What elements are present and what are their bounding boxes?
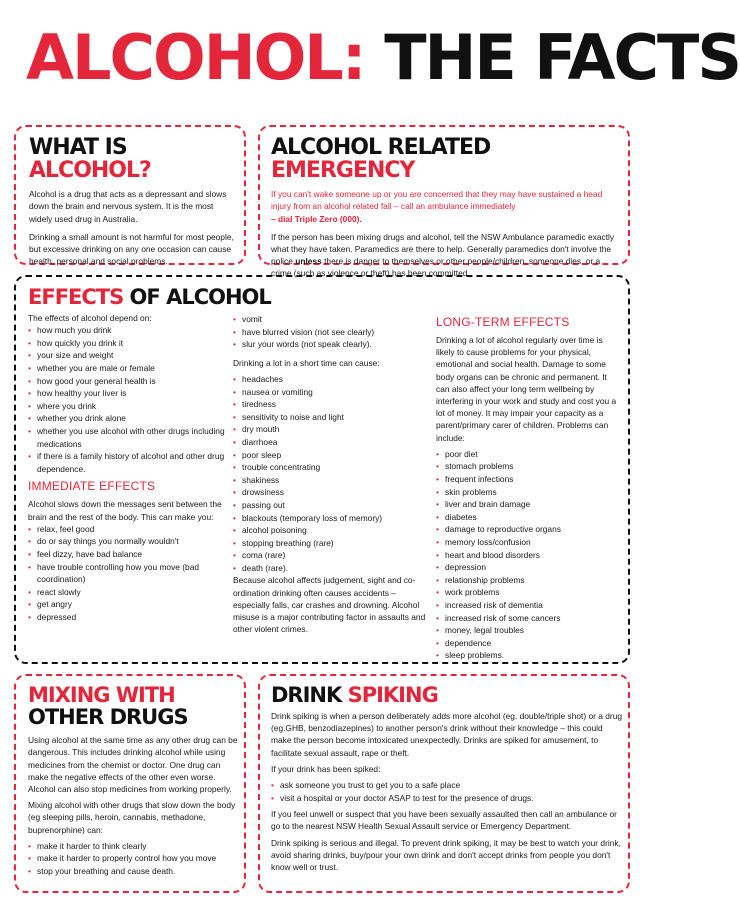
list-item: • stopping breathing (rare) — [233, 537, 429, 550]
effects-section — [14, 275, 630, 664]
immediate-effects-heading: IMMEDIATE EFFECTS — [28, 479, 156, 494]
list-item: • if there is a family history of alcohol and other drug dependence. — [28, 450, 228, 475]
list-item: • how healthy your liver is — [28, 387, 228, 400]
list-item: • whether you are male or female — [28, 362, 228, 375]
long-term-effects-heading: LONG-TERM EFFECTS — [436, 315, 570, 329]
list-item: • sensitivity to noise and light — [233, 411, 429, 424]
list-item: • your size and weight — [28, 349, 228, 362]
list-item: • damage to reproductive organs — [436, 523, 622, 536]
list-item: • liver and brain damage — [436, 498, 622, 511]
emergency-warning: If you can't wake someone up or you are concerned that they may have sustained a head injury from an alcohol related fall – call an ambulance immediately – dial Triple Zero (000). — [271, 189, 603, 224]
list-item: • relax, feel good — [28, 523, 228, 536]
list-item: • death (rare). — [233, 562, 429, 575]
list-item: • vomit — [233, 313, 429, 326]
list-item: • money, legal troubles — [436, 624, 622, 637]
more-effects-list — [233, 313, 429, 351]
list-item: • frequent infections — [436, 473, 622, 486]
list-item: • memory loss/confusion — [436, 536, 622, 549]
list-item: • get angry — [28, 598, 228, 611]
list-item: • headaches — [233, 373, 429, 386]
list-item: • nausea or vomiting — [233, 386, 429, 399]
list-item: • ask someone you trust to get you to a safe place — [271, 779, 623, 792]
list-item: • dry mouth — [233, 423, 429, 436]
long-term-list — [436, 448, 622, 662]
list-item: • whether you drink alone — [28, 412, 228, 425]
list-item: • passing out — [233, 499, 429, 512]
list-item: • depressed — [28, 611, 228, 624]
list-item: • blackouts (temporary loss of memory) — [233, 512, 429, 525]
short-time-intro: Drinking a lot in a short time can cause: — [233, 357, 380, 368]
list-item: • skin problems — [436, 486, 622, 499]
mixing-paragraph: Mixing alcohol with other drugs that slow down the body (eg sleeping pills, heroin, cannabis, methadone, buprenorphine) can: — [28, 800, 236, 835]
spiking-paragraph: If your drink has been spiked: — [271, 763, 381, 774]
list-item: • poor sleep — [233, 449, 429, 462]
list-item: • make it harder to think clearly — [28, 840, 238, 853]
list-item: • feel dizzy, have bad balance — [28, 548, 228, 561]
short-time-list — [233, 373, 429, 575]
spiking-list — [271, 779, 623, 804]
list-item: • visit a hospital or your doctor ASAP to test for the presence of drugs. — [271, 792, 623, 805]
emergency-heading: ALCOHOL RELATED EMERGENCY — [271, 135, 491, 184]
list-item: • have trouble controlling how you move (bad coordination) — [28, 561, 228, 586]
drink-spiking-heading: DRINK SPIKING — [271, 683, 438, 707]
list-item: • diabetes — [436, 511, 622, 524]
spiking-paragraph: Drink spiking is when a person deliberately adds more alcohol (eg. double/triple shot) or a drug (eg.GHB, benzodiazepines) to another person's drink without their knowledge – this could make the person become intoxicated unexpectedly. Drinks are spiked for amusement, to facilitate sexual assault, rape or theft. — [271, 711, 623, 758]
list-item: • poor diet — [436, 448, 622, 461]
mixing-drugs-heading: MIXING WITH OTHER DRUGS — [28, 683, 188, 730]
list-item: • relationship problems — [436, 574, 622, 587]
list-item: • depression — [436, 561, 622, 574]
what-is-alcohol-paragraph: Alcohol is a drug that acts as a depressant and slows down the brain and nervous system. It is the most widely used drug in Australia. — [29, 189, 227, 224]
list-item: • heart and blood disorders — [436, 549, 622, 562]
list-item: • coma (rare) — [233, 549, 429, 562]
list-item: • stop your breathing and cause death. — [28, 865, 238, 878]
depend-intro: The effects of alcohol depend on: — [28, 313, 152, 324]
list-item: • dependence — [436, 637, 622, 650]
list-item: • slur your words (not speak clearly). — [233, 338, 429, 351]
mixing-list — [28, 840, 238, 878]
spiking-paragraph: Drink spiking is serious and illegal. To prevent drink spiking, it may be best to watch your drink, avoid sharing drinks, buy/pour your own drink and don't accept drinks from people you don't know well or trust. — [271, 837, 621, 873]
title-word-alcohol: ALCOHOL: — [26, 21, 365, 94]
mixing-drugs-section — [14, 674, 246, 893]
list-item: • alcohol poisoning — [233, 524, 429, 537]
list-item: • react slowly — [28, 586, 228, 599]
list-item: • how good your general health is — [28, 375, 228, 388]
list-item: • sleep problems. — [436, 649, 622, 662]
list-item: • diarrhoea — [233, 436, 429, 449]
list-item: • where you drink — [28, 400, 228, 413]
emergency-paragraph: If the person has been mixing drugs and alcohol, tell the NSW Ambulance paramedic exactly what they have taken. Paramedics are there to help. Generally paramedics don't involve the police unless there is danger to themselves or other people/children, someone dies, or a crime (such as violence or theft) has been committed. — [271, 231, 615, 279]
list-item: • how much you drink — [28, 324, 228, 337]
immediate-effects-list — [28, 523, 228, 624]
what-is-alcohol-section — [14, 125, 246, 265]
page-title — [26, 14, 740, 102]
long-term-intro: Drinking a lot of alcohol regularly over time is likely to cause problems for your physical, emotional and social health. Damage to some body organs can be chronic and permanent. It can also affect your long term wellbeing by interfering in your work and study and cost you a lot of money. It may impair your capacity as a parent/primary carer of children. Problems can include: — [436, 335, 617, 443]
title-word-facts: THE FACTS — [384, 21, 740, 94]
emergency-dial-000: – dial Triple Zero (000). — [271, 213, 362, 224]
what-is-alcohol-heading: WHAT IS ALCOHOL? — [29, 135, 151, 184]
what-is-alcohol-paragraph: Drinking a small amount is not harmful for most people, but excessive drinking on any one occasion can cause health, personal and social problems. — [29, 231, 234, 267]
immediate-effects-intro: Alcohol slows down the messages sent between the brain and the rest of the body. This can make you: — [28, 499, 222, 522]
list-item: • trouble concentrating — [233, 461, 429, 474]
list-item: • increased risk of dementia — [436, 599, 622, 612]
drink-spiking-section — [258, 674, 630, 893]
judgement-paragraph: Because alcohol affects judgement, sight and co-ordination drinking often causes accidents – especially falls, car crashes and drowning. Alcohol misuse is a major contributing factor in assaults and other violent crimes. — [233, 575, 426, 635]
list-item: • drowsiness — [233, 486, 429, 499]
list-item: • shakiness — [233, 474, 429, 487]
emergency-section — [258, 125, 630, 279]
effects-heading: EFFECTS OF ALCOHOL — [28, 285, 271, 309]
list-item: • do or say things you normally wouldn't — [28, 535, 228, 548]
list-item: • how quickly you drink it — [28, 337, 228, 350]
list-item: • whether you use alcohol with other drugs including medications — [28, 425, 228, 450]
list-item: • work problems — [436, 586, 622, 599]
list-item: • make it harder to properly control how you move — [28, 852, 238, 865]
spiking-paragraph: If you feel unwell or suspect that you have been sexually assaulted then call an ambulance or go to the nearest NSW Health Sexual Assault service or Emergency Department. — [271, 809, 617, 832]
depend-list — [28, 324, 228, 475]
list-item: • have blurred vision (not see clearly) — [233, 326, 429, 339]
list-item: • increased risk of some cancers — [436, 612, 622, 625]
list-item: • tiredness — [233, 398, 429, 411]
mixing-paragraph: Using alcohol at the same time as any other drug can be dangerous. This includes drinking alcohol while using medicines from the chemist or doctor. One drug can make the negative effects of the other even worse. Alcohol can also stop medicines from working properly. — [28, 735, 238, 794]
list-item: • stomach problems — [436, 460, 622, 473]
